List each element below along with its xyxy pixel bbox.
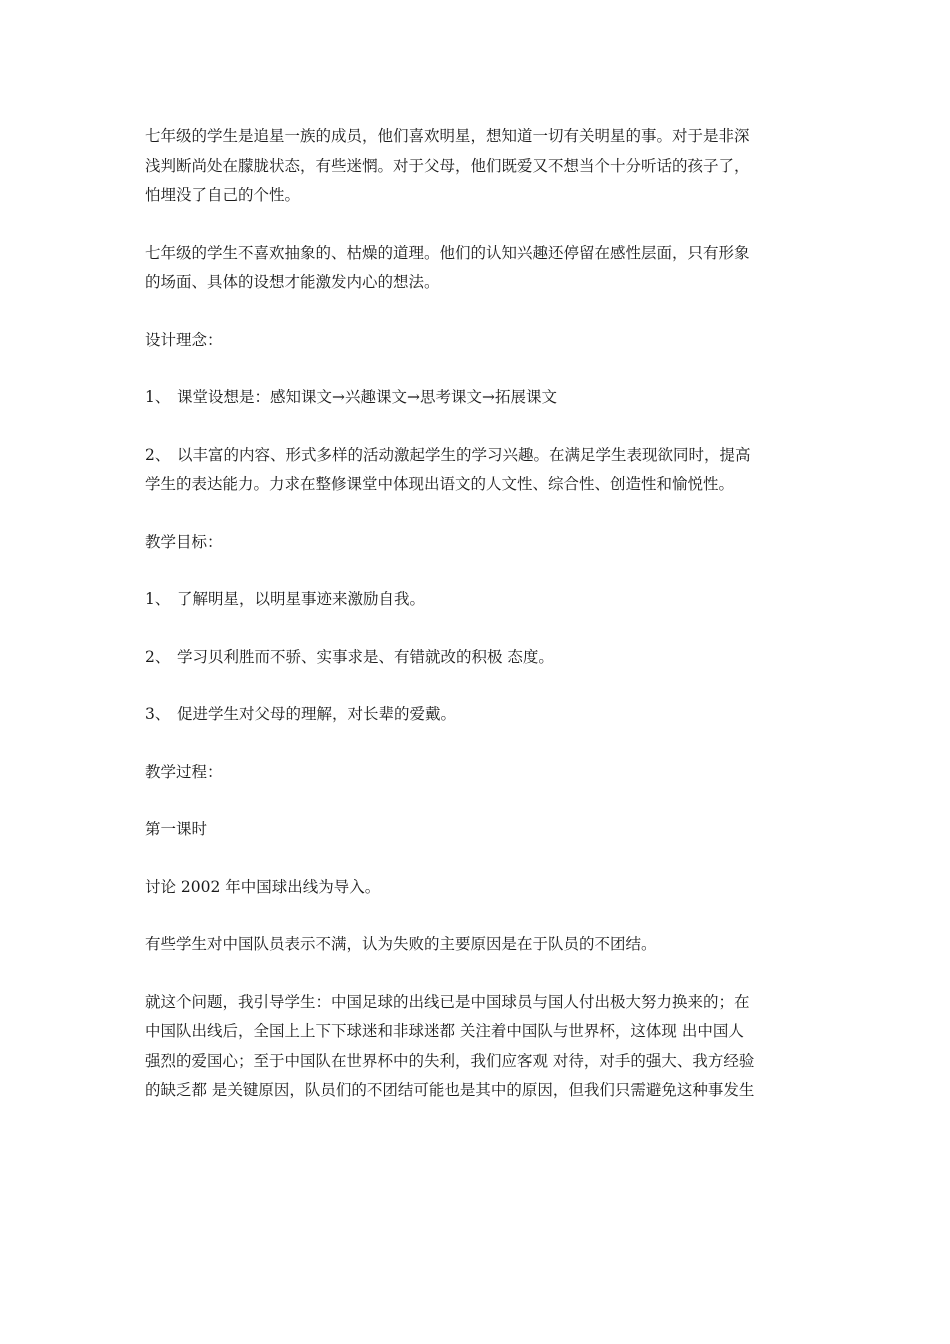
paragraph-intro: 讨论 2002 年中国球出线为导入。 xyxy=(145,877,381,896)
goal-item-1 xyxy=(145,585,810,615)
text-line: 强烈的爱国心；至于中国队在世界杯中的失利，我们应客观 对待，对手的强大、我方经验 xyxy=(145,1051,755,1070)
document-page xyxy=(145,122,810,1106)
paragraph-student-opinion: 有些学生对中国队员表示不满，认为失败的主要原因是在于队员的不团结。 xyxy=(145,935,657,953)
heading-teaching-process: 教学过程： xyxy=(145,762,223,781)
item-text: 课堂设想是：感知课文→兴趣课文→思考课文→拓展课文 xyxy=(177,388,557,406)
text-line: 中国队出线后，全国上上下下球迷和非球迷都 关注着中国队与世界杯，这体现 出中国人 xyxy=(145,1022,744,1040)
heading-first-lesson: 第一课时 xyxy=(145,820,208,838)
paragraph-student-interests xyxy=(145,239,810,298)
item-text: 学生的表达能力。力求在整修课堂中体现出语文的人文性、综合性、创造性和愉悦性。 xyxy=(145,475,735,493)
text-line: 的场面、具体的设想才能激发内心的想法。 xyxy=(145,273,440,291)
paragraph-student-traits xyxy=(145,122,810,211)
text-line: 浅判断尚处在朦胧状态，有些迷惘。对于父母，他们既爱又不想当个十分听话的孩子了， xyxy=(145,156,750,175)
item-text: 以丰富的内容、形式多样的活动激起学生的学习兴趣。在满足学生表现欲同时，提高 xyxy=(177,445,751,464)
item-number: 2、 xyxy=(145,647,171,666)
heading-teaching-goals: 教学目标： xyxy=(145,532,223,551)
heading-design-concept: 设计理念： xyxy=(145,330,223,349)
text-line: 七年级的学生不喜欢抽象的、枯燥的道理。他们的认知兴趣还停留在感性层面，只有形象 xyxy=(145,243,750,262)
goal-item-2 xyxy=(145,643,810,673)
design-item-2 xyxy=(145,441,810,500)
text-line: 就这个问题，我引导学生：中国足球的出线已是中国球员与国人付出极大努力换来的；在 xyxy=(145,992,750,1011)
item-text: 学习贝利胜而不骄、实事求是、有错就改的积极 态度。 xyxy=(177,647,554,666)
text-line: 怕埋没了自己的个性。 xyxy=(145,186,301,204)
text-line: 七年级的学生是追星一族的成员，他们喜欢明星，想知道一切有关明星的事。对于是非深 xyxy=(145,127,750,145)
item-text: 了解明星，以明星事迹来激励自我。 xyxy=(177,590,426,608)
goal-item-3 xyxy=(145,700,810,730)
item-text: 促进学生对父母的理解，对长辈的爱戴。 xyxy=(177,705,457,723)
item-number: 2、 xyxy=(145,445,171,464)
paragraph-teacher-guidance xyxy=(145,988,810,1106)
item-number: 3、 xyxy=(145,705,171,723)
item-number: 1、 xyxy=(145,388,171,406)
text-line: 的缺乏都 是关键原因，队员们的不团结可能也是其中的原因，但我们只需避免这种事发生 xyxy=(145,1081,755,1099)
design-item-1 xyxy=(145,383,810,413)
item-number: 1、 xyxy=(145,590,171,608)
